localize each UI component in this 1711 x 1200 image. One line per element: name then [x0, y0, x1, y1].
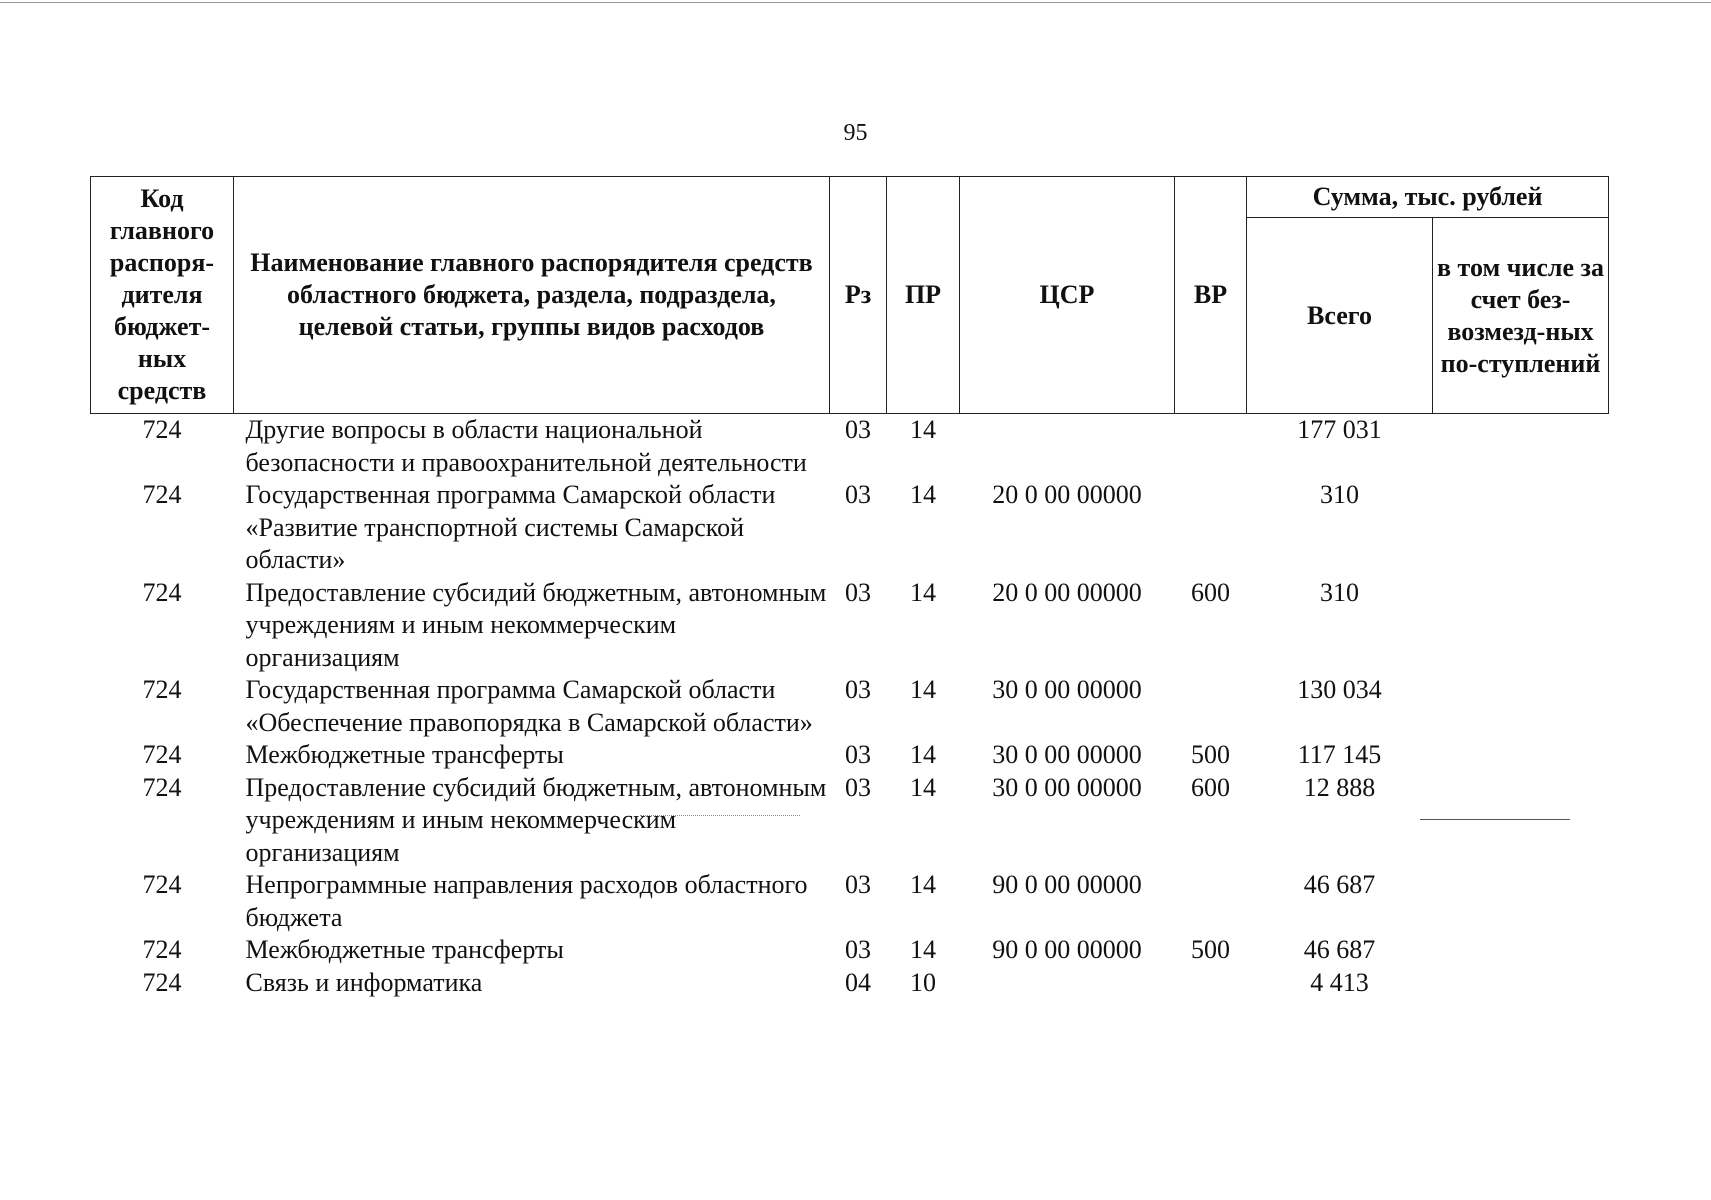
- cell-name: Предоставление субсидий бюджетным, автономным учреждениям и иным некоммерческим организациям: [245, 772, 827, 867]
- cell-gratuitous: [1433, 869, 1609, 934]
- cell-csr: 30 0 00 00000: [992, 772, 1142, 802]
- cell-csr: 20 0 00 00000: [992, 480, 1142, 509]
- cell-csr: 90 0 00 00000: [992, 870, 1142, 899]
- table-header: [91, 177, 1609, 414]
- cell-pr: 10: [910, 967, 936, 997]
- header-total: Всего: [1247, 218, 1433, 414]
- cell-csr: 30 0 00 00000: [992, 740, 1142, 769]
- cell-vr: [1175, 414, 1247, 480]
- cell-total: 12 888: [1303, 772, 1376, 802]
- cell-csr: 30 0 00 00000: [992, 675, 1142, 704]
- cell-rz: 03: [845, 935, 871, 964]
- cell-vr: [1175, 869, 1247, 934]
- cell-rz: 03: [845, 772, 871, 802]
- cell-total: 130 034: [1297, 675, 1382, 704]
- table-row: [91, 934, 1609, 967]
- table-row: [91, 479, 1609, 577]
- cell-gratuitous: [1433, 479, 1609, 577]
- cell-vr: [1175, 479, 1247, 577]
- cell-pr: 14: [910, 740, 936, 769]
- header-code: Код главного распоря-дителя бюджет-ных средств: [91, 177, 234, 414]
- header-sum: Сумма, тыс. рублей: [1247, 177, 1609, 218]
- cell-vr: 500: [1191, 935, 1230, 964]
- cell-code: 724: [142, 772, 182, 802]
- cell-pr: 14: [910, 415, 936, 444]
- cell-rz: 03: [845, 870, 871, 899]
- cell-code: 724: [142, 967, 182, 997]
- cell-total: 4 413: [1310, 967, 1369, 997]
- header-vr: ВР: [1175, 177, 1247, 414]
- cell-total: 46 687: [1303, 935, 1376, 964]
- table-row: [91, 674, 1609, 739]
- table-body: [91, 414, 1609, 1000]
- cell-code: 724: [142, 935, 182, 964]
- cell-rz: 04: [845, 967, 871, 997]
- cell-total: 310: [1320, 480, 1359, 509]
- cell-total: 310: [1320, 577, 1359, 607]
- cell-total: 177 031: [1297, 415, 1382, 444]
- table-row: [91, 869, 1609, 934]
- cell-rz: 03: [845, 415, 871, 444]
- cell-pr: 14: [910, 577, 936, 607]
- cell-csr: [960, 414, 1175, 480]
- page-number: 95: [843, 120, 868, 146]
- cell-total: 46 687: [1303, 870, 1376, 899]
- cell-csr: 20 0 00 00000: [992, 577, 1142, 607]
- header-csr: ЦСР: [960, 177, 1175, 414]
- cell-total: 117 145: [1297, 740, 1382, 769]
- table-row: [91, 967, 1609, 1000]
- cell-code: 724: [142, 740, 182, 769]
- top-edge-rule: [0, 2, 1711, 3]
- cell-vr: [1175, 967, 1247, 1000]
- cell-name: Государственная программа Самарской области «Развитие транспортной системы Самарской области»: [245, 480, 776, 574]
- cell-code: 724: [142, 577, 182, 607]
- cell-vr: 500: [1191, 740, 1230, 769]
- table-row: [91, 772, 1609, 870]
- cell-gratuitous: [1433, 967, 1609, 1000]
- table-row: [91, 739, 1609, 772]
- cell-vr: 600: [1191, 772, 1230, 802]
- scan-artifact-line: [640, 815, 800, 816]
- cell-name: Связь и информатика: [245, 967, 483, 997]
- cell-rz: 03: [845, 675, 871, 704]
- scan-artifact-line: [1420, 819, 1570, 820]
- cell-vr: 600: [1191, 577, 1230, 607]
- cell-gratuitous: [1433, 414, 1609, 480]
- cell-gratuitous: [1433, 577, 1609, 675]
- cell-rz: 03: [845, 740, 871, 769]
- table-row: [91, 577, 1609, 675]
- cell-gratuitous: [1433, 739, 1609, 772]
- cell-pr: 14: [910, 675, 936, 704]
- cell-gratuitous: [1433, 772, 1609, 870]
- cell-code: 724: [142, 675, 182, 704]
- header-rz: Рз: [830, 177, 887, 414]
- header-gratuitous: в том числе за счет без-возмезд-ных по-ступлений: [1433, 218, 1609, 414]
- cell-gratuitous: [1433, 674, 1609, 739]
- cell-code: 724: [142, 480, 182, 509]
- header-pr: ПР: [887, 177, 960, 414]
- budget-table: [90, 176, 1609, 999]
- cell-name: Межбюджетные трансферты: [245, 935, 564, 964]
- cell-name: Межбюджетные трансферты: [245, 740, 564, 769]
- cell-name: Непрограммные направления расходов областного бюджета: [245, 870, 808, 932]
- table-row: [91, 414, 1609, 480]
- cell-vr: [1175, 674, 1247, 739]
- header-name: Наименование главного распорядителя средств областного бюджета, раздела, подраздела, целевой статьи, группы видов расходов: [234, 177, 830, 414]
- cell-gratuitous: [1433, 934, 1609, 967]
- cell-pr: 14: [910, 772, 936, 802]
- cell-pr: 14: [910, 870, 936, 899]
- cell-code: 724: [142, 870, 182, 899]
- cell-name: Другие вопросы в области национальной безопасности и правоохранительной деятельности: [245, 415, 807, 477]
- cell-csr: 90 0 00 00000: [992, 935, 1142, 964]
- cell-pr: 14: [910, 480, 936, 509]
- cell-rz: 03: [845, 577, 871, 607]
- cell-rz: 03: [845, 480, 871, 509]
- cell-code: 724: [142, 415, 182, 444]
- cell-pr: 14: [910, 935, 936, 964]
- cell-csr: [960, 967, 1175, 1000]
- cell-name: Предоставление субсидий бюджетным, автономным учреждениям и иным некоммерческим организациям: [245, 577, 827, 672]
- cell-name: Государственная программа Самарской области «Обеспечение правопорядка в Самарской области»: [245, 675, 813, 737]
